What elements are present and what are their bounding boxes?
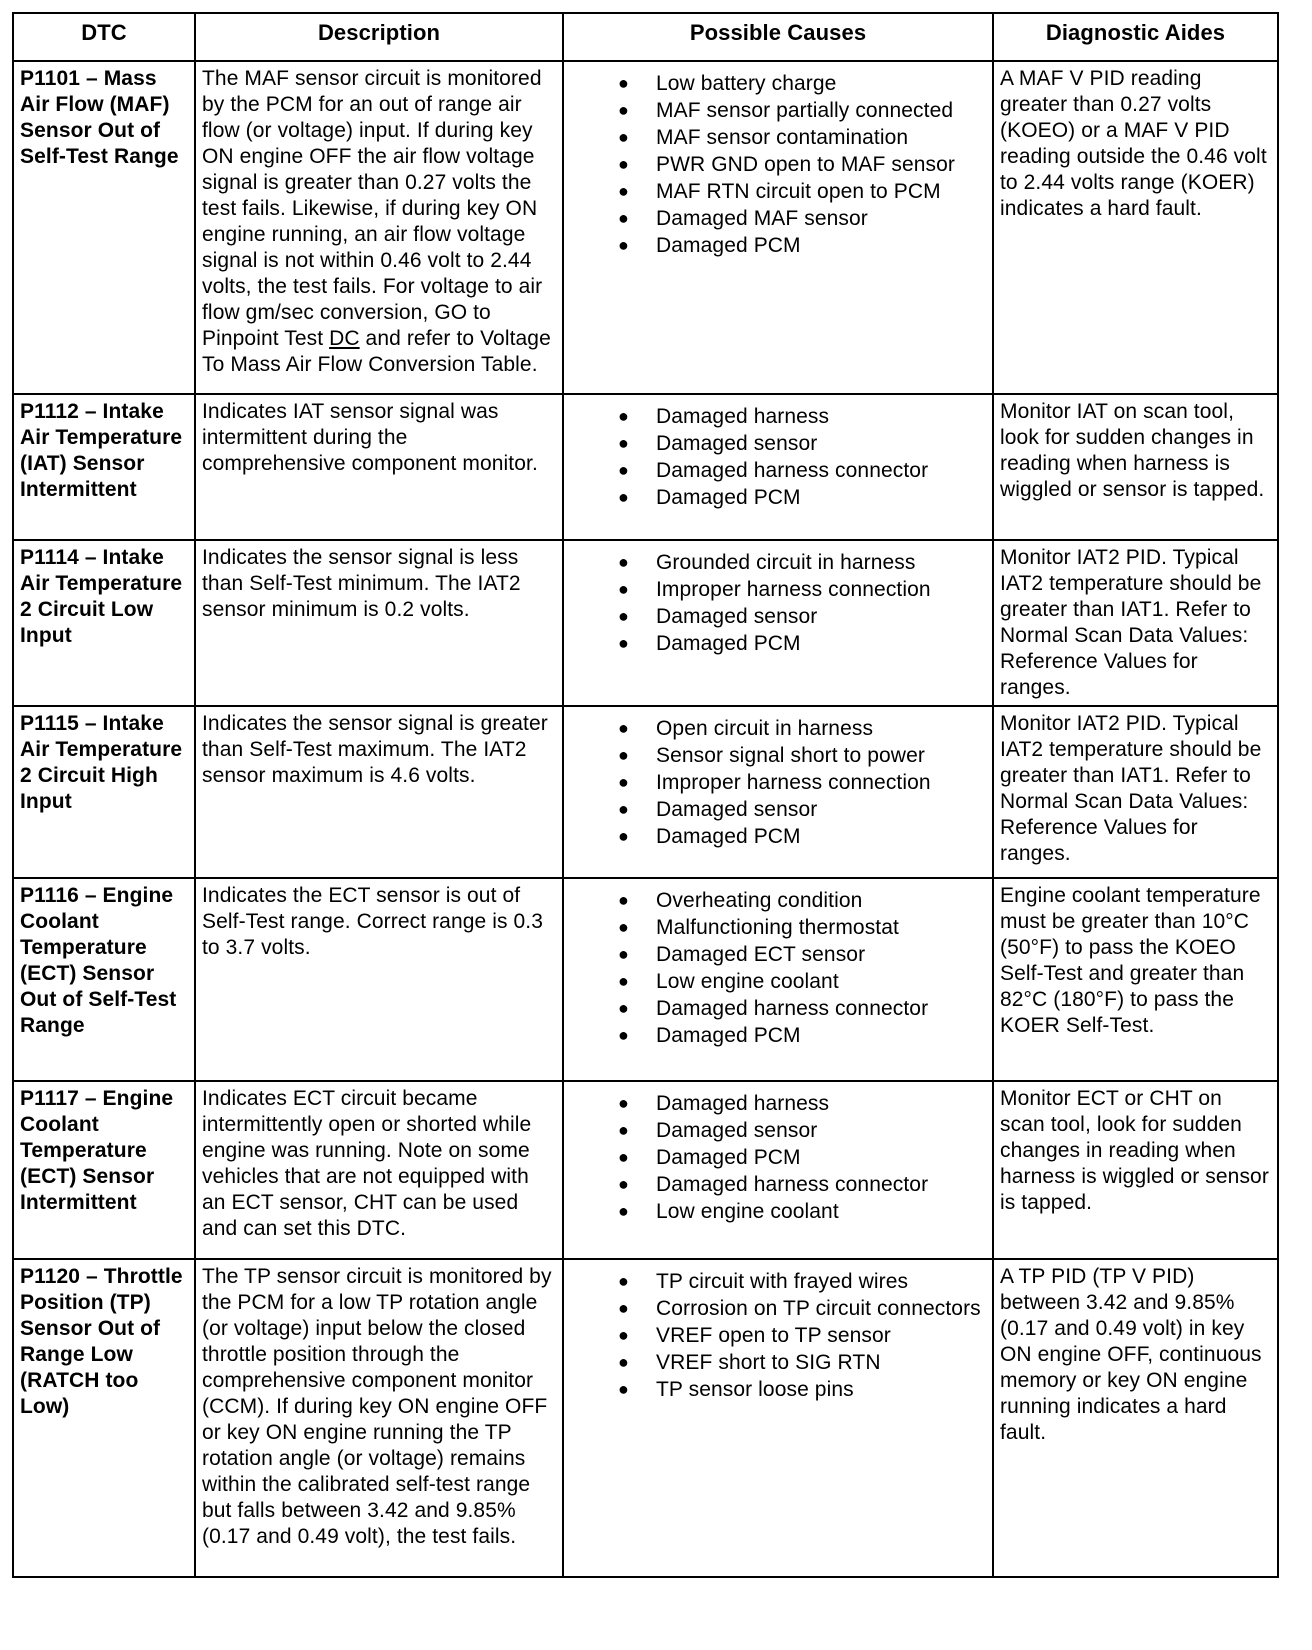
bullet-icon: ● — [618, 944, 629, 964]
cause-text: Damaged sensor — [656, 605, 818, 628]
list-item — [570, 1171, 986, 1198]
list-item — [570, 576, 986, 603]
description-text: The MAF sensor circuit is monitored by the PCM for an out of range air flow (or voltage) input. If during key ON engine OFF the air flow voltage signal is greater than 0.27 volts the test fails. Likewise, if during key ON engine running, an air flow voltage signal is not within 0.46 volt to 2.44 volts, the test fails. For voltage to air flow gm/sec conversion, GO to Pinpoint Test — [202, 67, 543, 350]
bullet-icon: ● — [618, 1025, 629, 1045]
bullet-icon: ● — [618, 460, 629, 480]
cause-text: Corrosion on TP circuit connectors — [656, 1297, 981, 1320]
bullet-icon: ● — [618, 1201, 629, 1221]
cause-text: PWR GND open to MAF sensor — [656, 153, 956, 176]
dtc-code: P1115 – Intake Air Temperature 2 Circuit High Input — [13, 706, 195, 878]
cause-text: Low battery charge — [656, 72, 837, 95]
bullet-icon: ● — [618, 1325, 629, 1345]
bullet-icon: ● — [618, 799, 629, 819]
table-row — [13, 540, 1278, 706]
header-causes: Possible Causes — [563, 13, 993, 61]
list-item — [570, 742, 986, 769]
diagnostic-aides: Monitor ECT or CHT on scan tool, look for sudden changes in reading when harness is wiggled or sensor is tapped. — [993, 1081, 1278, 1259]
cause-text: Improper harness connection — [656, 771, 931, 794]
bullet-icon: ● — [618, 406, 629, 426]
cause-text: TP circuit with frayed wires — [656, 1270, 909, 1293]
cause-text: Low engine coolant — [656, 970, 839, 993]
cause-text: Damaged PCM — [656, 1024, 801, 1047]
list-item — [570, 630, 986, 657]
possible-causes — [563, 61, 993, 394]
list-item — [570, 430, 986, 457]
list-item — [570, 769, 986, 796]
diagnostic-aides: Monitor IAT on scan tool, look for sudden changes in reading when harness is wiggled or sensor is tapped. — [993, 394, 1278, 540]
cause-text: Damaged PCM — [656, 825, 801, 848]
bullet-icon: ● — [618, 998, 629, 1018]
cause-text: Damaged MAF sensor — [656, 207, 868, 230]
list-item — [570, 124, 986, 151]
diagnostic-aides: Monitor IAT2 PID. Typical IAT2 temperature should be greater than IAT1. Refer to Normal Scan Data Values: Reference Values for ranges. — [993, 706, 1278, 878]
cause-text: VREF open to TP sensor — [656, 1324, 891, 1347]
list-item — [570, 97, 986, 124]
bullet-icon: ● — [618, 552, 629, 572]
list-item — [570, 70, 986, 97]
cause-text: Improper harness connection — [656, 578, 931, 601]
header-aides: Diagnostic Aides — [993, 13, 1278, 61]
bullet-icon: ● — [618, 633, 629, 653]
list-item — [570, 178, 986, 205]
bullet-icon: ● — [618, 1298, 629, 1318]
diagnostic-aides: A TP PID (TP V PID) between 3.42 and 9.85% (0.17 and 0.49 volt) in key ON engine OFF, continuous memory or key ON engine running indicates a hard fault. — [993, 1259, 1278, 1577]
bullet-icon: ● — [618, 606, 629, 626]
table-row — [13, 878, 1278, 1081]
list-item — [570, 1322, 986, 1349]
header-row — [13, 13, 1278, 61]
possible-causes — [563, 394, 993, 540]
cause-text: Damaged PCM — [656, 234, 801, 257]
diagnostic-aides: Engine coolant temperature must be greater than 10°C (50°F) to pass the KOEO Self-Test and greater than 82°C (180°F) to pass the KOER Self-Test. — [993, 878, 1278, 1081]
table-row — [13, 1081, 1278, 1259]
list-item — [570, 403, 986, 430]
bullet-icon: ● — [618, 100, 629, 120]
list-item — [570, 1090, 986, 1117]
cause-text: Damaged PCM — [656, 632, 801, 655]
description — [195, 61, 563, 394]
description: Indicates the ECT sensor is out of Self-Test range. Correct range is 0.3 to 3.7 volts. — [195, 878, 563, 1081]
cause-text: Damaged PCM — [656, 486, 801, 509]
dtc-table — [12, 12, 1279, 1578]
possible-causes — [563, 1081, 993, 1259]
bullet-icon: ● — [618, 1120, 629, 1140]
diagnostic-aides: A MAF V PID reading greater than 0.27 volts (KOEO) or a MAF V PID reading outside the 0.46 volt to 2.44 volts range (KOER) indicates a hard fault. — [993, 61, 1278, 394]
bullet-icon: ● — [618, 1271, 629, 1291]
bullet-icon: ● — [618, 433, 629, 453]
pinpoint-test-link[interactable]: DC — [329, 327, 360, 350]
cause-text: Damaged harness connector — [656, 997, 929, 1020]
possible-causes — [563, 706, 993, 878]
causes-list — [570, 549, 986, 657]
list-item — [570, 232, 986, 259]
list-item — [570, 205, 986, 232]
list-item — [570, 1349, 986, 1376]
list-item — [570, 1295, 986, 1322]
list-item — [570, 603, 986, 630]
bullet-icon: ● — [618, 127, 629, 147]
list-item — [570, 914, 986, 941]
bullet-icon: ● — [618, 745, 629, 765]
cause-text: Damaged PCM — [656, 1146, 801, 1169]
dtc-code: P1114 – Intake Air Temperature 2 Circuit Low Input — [13, 540, 195, 706]
description: Indicates the sensor signal is greater than Self-Test maximum. The IAT2 sensor maximum is 4.6 volts. — [195, 706, 563, 878]
list-item — [570, 823, 986, 850]
cause-text: Damaged harness — [656, 1092, 830, 1115]
dtc-code: P1101 – Mass Air Flow (MAF) Sensor Out of Self-Test Range — [13, 61, 195, 394]
bullet-icon: ● — [618, 917, 629, 937]
cause-text: Sensor signal short to power — [656, 744, 925, 767]
list-item — [570, 1376, 986, 1403]
list-item — [570, 941, 986, 968]
cause-text: Damaged harness — [656, 405, 830, 428]
list-item — [570, 1022, 986, 1049]
dtc-code: P1116 – Engine Coolant Temperature (ECT) Sensor Out of Self-Test Range — [13, 878, 195, 1081]
list-item — [570, 1117, 986, 1144]
cause-text: Damaged sensor — [656, 1119, 818, 1142]
bullet-icon: ● — [618, 487, 629, 507]
cause-text: MAF sensor contamination — [656, 126, 909, 149]
dtc-code: P1120 – Throttle Position (TP) Sensor Out of Range Low (RATCH too Low) — [13, 1259, 195, 1577]
description: Indicates the sensor signal is less than Self-Test minimum. The IAT2 sensor minimum is 0.2 volts. — [195, 540, 563, 706]
description: Indicates IAT sensor signal was intermittent during the comprehensive component monitor. — [195, 394, 563, 540]
cause-text: Damaged sensor — [656, 798, 818, 821]
possible-causes — [563, 878, 993, 1081]
list-item — [570, 995, 986, 1022]
table-row — [13, 394, 1278, 540]
description: The TP sensor circuit is monitored by the PCM for a low TP rotation angle (or voltage) input below the closed throttle position through the comprehensive component monitor (CCM). If during key ON engine OFF or key ON engine running the TP rotation angle (or voltage) remains within the calibrated self-test range but falls between 3.42 and 9.85% (0.17 and 0.49 volt), the test fails. — [195, 1259, 563, 1577]
cause-text: TP sensor loose pins — [656, 1378, 854, 1401]
description: Indicates ECT circuit became intermittently open or shorted while engine was running. Note on some vehicles that are not equipped with an ECT sensor, CHT can be used and can set this DTC. — [195, 1081, 563, 1259]
cause-text: Damaged harness connector — [656, 459, 929, 482]
cause-text: Damaged ECT sensor — [656, 943, 866, 966]
bullet-icon: ● — [618, 1147, 629, 1167]
bullet-icon: ● — [618, 1174, 629, 1194]
diagnostic-aides: Monitor IAT2 PID. Typical IAT2 temperature should be greater than IAT1. Refer to Normal Scan Data Values: Reference Values for ranges. — [993, 540, 1278, 706]
bullet-icon: ● — [618, 579, 629, 599]
cause-text: Damaged harness connector — [656, 1173, 929, 1196]
causes-list — [570, 70, 986, 259]
list-item — [570, 968, 986, 995]
cause-text: MAF sensor partially connected — [656, 99, 954, 122]
possible-causes — [563, 1259, 993, 1577]
table-row — [13, 706, 1278, 878]
list-item — [570, 1198, 986, 1225]
list-item — [570, 1268, 986, 1295]
list-item — [570, 796, 986, 823]
bullet-icon: ● — [618, 1352, 629, 1372]
causes-list — [570, 1090, 986, 1225]
list-item — [570, 715, 986, 742]
causes-list — [570, 1268, 986, 1403]
cause-text: Overheating condition — [656, 889, 863, 912]
bullet-icon: ● — [618, 154, 629, 174]
cause-text: Damaged sensor — [656, 432, 818, 455]
bullet-icon: ● — [618, 971, 629, 991]
causes-list — [570, 403, 986, 511]
bullet-icon: ● — [618, 826, 629, 846]
bullet-icon: ● — [618, 73, 629, 93]
header-dtc: DTC — [13, 13, 195, 61]
list-item — [570, 1144, 986, 1171]
table-row — [13, 61, 1278, 394]
cause-text: Malfunctioning thermostat — [656, 916, 899, 939]
bullet-icon: ● — [618, 181, 629, 201]
cause-text: MAF RTN circuit open to PCM — [656, 180, 941, 203]
description-text-end: and refer to Voltage To Mass Air Flow Conversion Table. — [202, 327, 551, 376]
possible-causes — [563, 540, 993, 706]
cause-text: Open circuit in harness — [656, 717, 874, 740]
bullet-icon: ● — [618, 1093, 629, 1113]
cause-text: Grounded circuit in harness — [656, 551, 916, 574]
bullet-icon: ● — [618, 772, 629, 792]
bullet-icon: ● — [618, 235, 629, 255]
header-description: Description — [195, 13, 563, 61]
bullet-icon: ● — [618, 208, 629, 228]
list-item — [570, 457, 986, 484]
list-item — [570, 887, 986, 914]
list-item — [570, 151, 986, 178]
dtc-code: P1112 – Intake Air Temperature (IAT) Sensor Intermittent — [13, 394, 195, 540]
list-item — [570, 549, 986, 576]
list-item — [570, 484, 986, 511]
causes-list — [570, 715, 986, 850]
dtc-code: P1117 – Engine Coolant Temperature (ECT) Sensor Intermittent — [13, 1081, 195, 1259]
cause-text: VREF short to SIG RTN — [656, 1351, 881, 1374]
bullet-icon: ● — [618, 1379, 629, 1399]
causes-list — [570, 887, 986, 1049]
table-row — [13, 1259, 1278, 1577]
bullet-icon: ● — [618, 890, 629, 910]
table-body — [13, 61, 1278, 1577]
cause-text: Low engine coolant — [656, 1200, 839, 1223]
bullet-icon: ● — [618, 718, 629, 738]
